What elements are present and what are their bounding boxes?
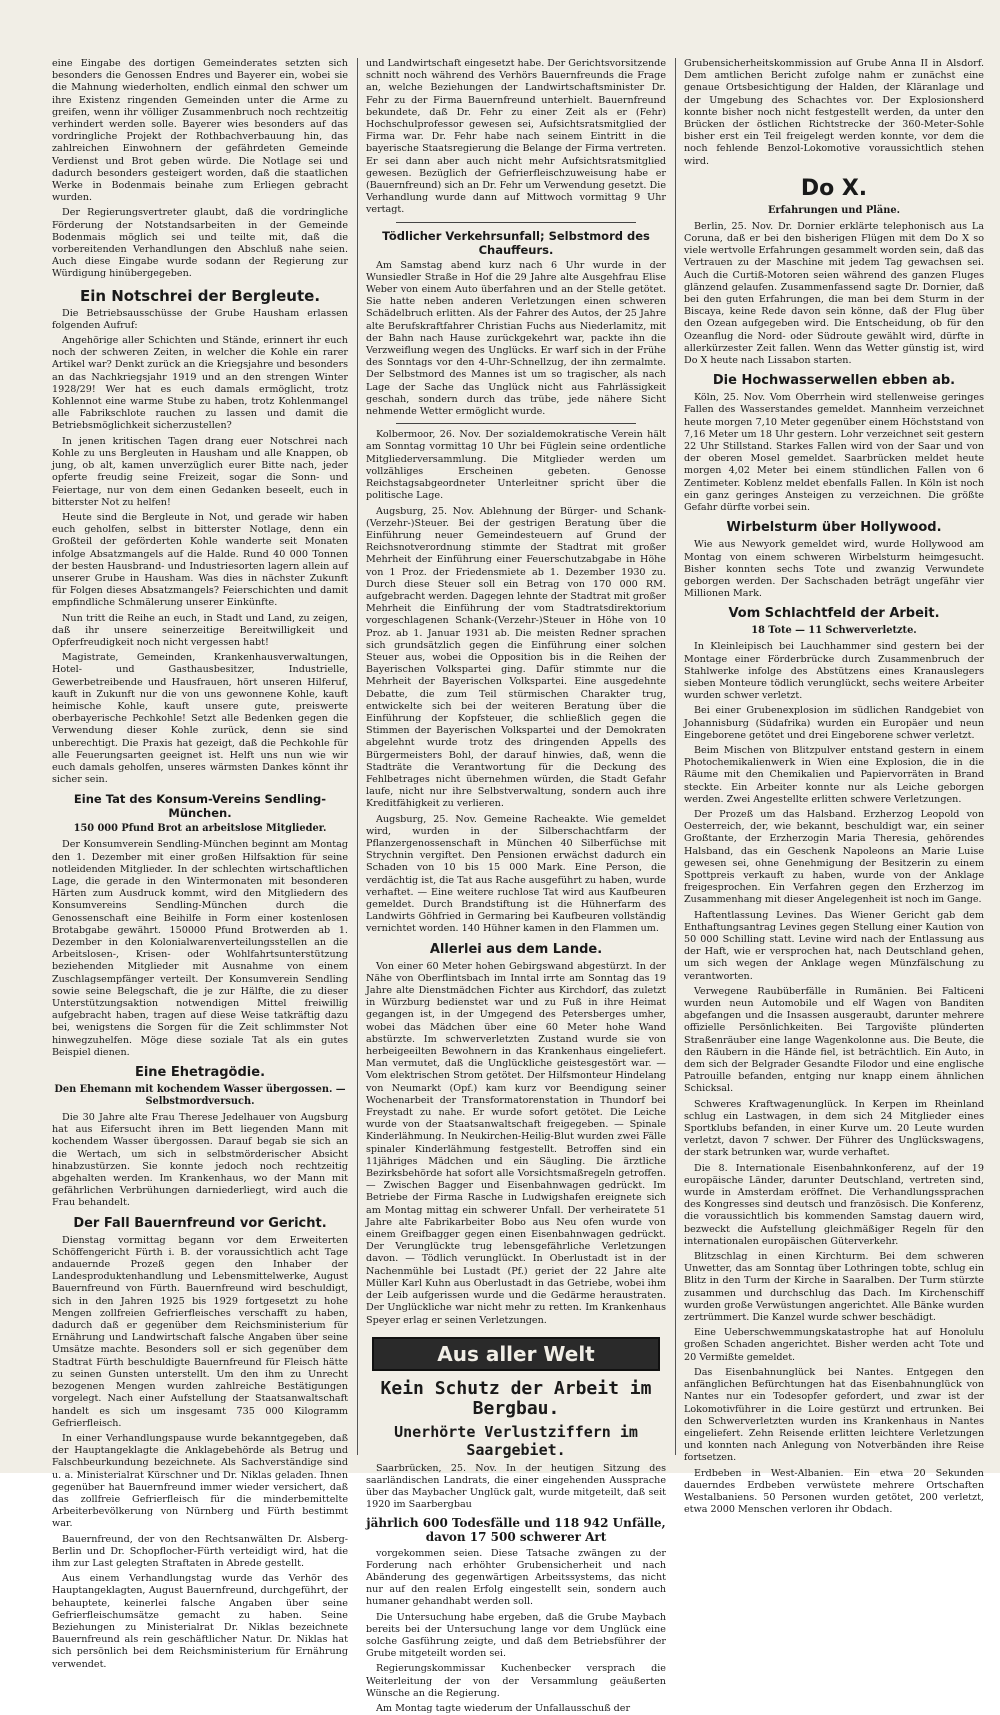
article-paragraph: Haftentlassung Levines. Das Wiener Gericht gab dem Enthaftungsantrag Levines gegen Stellung einer Kaution von 50 000 Schilling statt. Levine wird nach der Entlassung aus der Haft, wie er versprochen hat, nach Deutschland gehen, um sich wegen der Anklage wegen Münzfälschung zu verantworten.	[684, 909, 984, 982]
article-paragraph: Nun tritt die Reihe an euch, in Stadt und Land, zu zeigen, daß ihr unsere seinerzeitige Bereitwilligkeit und Opferfreudigkeit noch nicht vergessen habt!	[52, 612, 348, 648]
subheadline-ehetragoedie: Den Ehemann mit kochendem Wasser übergossen. — Selbstmordversuch.	[54, 1084, 346, 1108]
article-paragraph: Der Prozeß um das Halsband. Erzherzog Leopold von Oesterreich, der, wie bekannt, beschuldigt war, ein seiner Großtante, der Erzherzogin Maria Theresia, gehörendes Halsband, das ein Geschenk Napoleons an Marie Luise gewesen sei, ohne Genehmigung der Besitzerin zu einem Spottpreis verkauft zu haben, wurde von der Anklage freigesprochen. Ein Verfahren gegen den Erzherzog im Zusammenhang mit dieser Angelegenheit ist noch im Gange.	[684, 808, 984, 906]
divider	[396, 423, 636, 424]
subheadline-schlachtfeld: 18 Tote — 11 Schwerverletzte.	[751, 625, 917, 637]
article-paragraph: Grubensicherheitskommission auf Grube Anna II in Alsdorf. Dem amtlichen Bericht zufolge nahm er zunächst eine genaue Ortsbesichtigung der Halden, der Kläranlage und der Umgebung des Schachtes vor. Der Explosionsherd konnte bisher noch nicht festgestellt werden, da unter den Brücken der östlichen Richtstrecke der 360-Meter-Sohle bisher erst ein Teil freigelegt werden konnte, vor dem die noch fehlende Benzol-Lokomotive voraussichtlich stehen wird.	[684, 58, 984, 167]
article-paragraph: Kolbermoor, 26. Nov. Der sozialdemokratische Verein hält am Sonntag vormittag 10 Uhr bei Füglein seine ordentliche Mitgliederversammlung. Die Mitglieder werden um vollzähliges Erscheinen gebeten. Genosse Reichstagsabgeordneter Unterleitner spricht über die politische Lage.	[366, 429, 666, 502]
article-paragraph: Wie aus Newyork gemeldet wird, wurde Hollywood am Montag von einem schweren Wirbelsturm heimgesucht. Bisher konnten sechs Tote und zwanzig Verwundete geborgen werden. Der Sachschaden beträgt ungefähr vier Millionen Mark.	[684, 539, 984, 600]
article-paragraph: Magistrate, Gemeinden, Krankenhausverwaltungen, Hotel- und Gasthausbesitzer, Industrielle, Gewerbetreibende und Hausfrauen, hört unseren Hilferuf, kauft in Zukunft nur die von uns gewonnene Kohle, kauft heimische Kohle, kauft unsere gute, preiswerte oberbayerische Pechkohle! Setzt alle Bedenken gegen die Verwendung dieser Kohle zurück, denn sie sind unberechtigt. Die Praxis hat gezeigt, daß die Pechkohle für alle Feuerungsarten geeignet ist. Helft uns nun wie wir euch damals geholfen, unseres wärmsten Dankes könnt ihr sicher sein.	[52, 652, 348, 786]
headline-dox: Do X.	[800, 175, 868, 201]
headline-schlachtfeld: Vom Schlachtfeld der Arbeit.	[728, 606, 940, 622]
subheadline-konsum: 150 000 Pfund Brot an arbeitslose Mitglieder.	[73, 823, 327, 835]
article-paragraph: Die Untersuchung habe ergeben, daß die Grube Maybach bereits bei der Untersuchung lange vor dem Unglück eine solche Gasführung zeigte, und daß dem Betriebsführer der Grube mitgeteilt worden sei.	[366, 1611, 666, 1660]
article-paragraph: Regierungskommissar Kuchenbecker versprach die Weiterleitung der von der Versammlung geäußerten Wünsche an die Regierung.	[366, 1663, 666, 1699]
headline-verkehrsunfall: Tödlicher Verkehrsunfall; Selbstmord des Chauffeurs.	[382, 228, 650, 257]
article-paragraph: Am Samstag abend kurz nach 6 Uhr wurde in der Wunsiedler Straße in Hof die 29 Jahre alte Ausgehfrau Elise Weber von einem Auto überfahren und an der Stelle getötet. Sie hatte neben anderen Verletzungen einen schweren Schädelbruch erlitten. Als der Fahrer des Autos, der 25 Jahre alte Berufskraftfahrer Christian Fuchs aus Niederlamitz, mit der Bahn nach Hause zurückgekehrt war, packte ihn die Verzweiflung wegen des Unglücks. Er warf sich in der Frühe des Sonntags vor den 4-Uhr-Schnellzug, der ihn zermalmte. Der Selbstmord des Mannes ist um so tragischer, als nach Lage der Sache das Unglück nicht aus Fahrlässigkeit geschah, sondern durch das trübe, jede nähere Sicht nehmende Wetter ermöglicht wurde.	[366, 259, 666, 418]
headline-bergbau: Kein Schutz der Arbeit im Bergbau.	[380, 1377, 652, 1419]
article-paragraph: Die 30 Jahre alte Frau Therese Jedelhauer von Augsburg hat aus Eifersucht ihren im Bett liegenden Mann mit kochendem Wasser übergossen. Darauf begab sie sich an die Wertach, um sich in selbstmörderischer Absicht hinabzustürzen. Sie konnte jedoch noch rechtzeitig abgehalten werden. Im Krankenhaus, wo der Mann mit gefährlichen Verbrühungen darniederliegt, wird auch die Frau behandelt.	[52, 1112, 348, 1209]
column-rule	[357, 58, 358, 1455]
article-paragraph: Berlin, 25. Nov. Dr. Dornier erklärte telephonisch aus La Coruna, daß er bei den bisherigen Flügen mit dem Do X so viele wertvolle Erfahrungen gesammelt worden sein, daß das Vertrauen zu der Maschine mit jedem Tag gewachsen sei. Auch die Curtiß-Motoren seien während des ganzen Fluges glänzend gelaufen. Zusammenfassend sagte Dr. Dornier, daß bei den guten Erfahrungen, die man bei dem Sturm in der Biscaya, keine Rede davon sein könne, daß der Flug über den Ozean aufgegeben wird. Die Entscheidung, ob für den Ozeanflug die Nord- oder Südroute gewählt wird, dürfte in allerkürzester Zeit fallen. Wenn das Wetter günstig ist, wird Do X heute nach Lissabon starten.	[684, 220, 984, 367]
column-rule	[675, 58, 676, 1455]
headline-hochwasser: Die Hochwasserwellen ebben ab.	[712, 373, 956, 389]
article-paragraph: Eine Ueberschwemmungskatastrophe hat auf Honolulu großen Schaden angerichtet. Bisher werden acht Tote und 20 Vermißte gemeldet.	[684, 1327, 984, 1363]
article-paragraph: In einer Verhandlungspause wurde bekanntgegeben, daß der Hauptangeklagte die Anklagebehörde als Betrug und Falschbeurkundung bezeichnete. Als Sachverständige sind u. a. Ministerialrat Kürschner und Dr. Niklas geladen. Ihnen gegenüber hat Bauernfreund immer wieder versichert, daß das zollfreie Gefrierfleisch für die minderbemittelte Arbeiterbevölkerung von Nürnberg und Fürth bestimmt war.	[52, 1432, 348, 1530]
article-paragraph: Augsburg, 25. Nov. Gemeine Racheakte. Wie gemeldet wird, wurden in der Silberschachtfarm der Pflanzergenossenschaft in München 40 Silberfüchse mit Strychnin vergiftet. Den Pensionen erwächst dadurch ein Schaden von 10 bis 15 000 Mark. Eine Person, die verdächtig ist, die Tat aus Rache ausgeführt zu haben, wurde verhaftet. — Eine weitere ruchlose Tat wird aus Kaufbeuren gemeldet. Durch Brandstiftung ist die Hühnerfarm des Landwirts Göhfried in Germaring bei Kaufbeuren vollständig vernichtet worden. 140 Hühner kamen in den Flammen um.	[366, 813, 666, 935]
headline-notschrei: Ein Notschrei der Bergleute.	[79, 286, 321, 305]
headline-saargebiet: Unerhörte Verlustziffern im Saargebiet.	[394, 1422, 638, 1459]
article-paragraph: Die Betriebsausschüsse der Grube Hausham erlassen folgenden Aufruf:	[52, 307, 348, 331]
article-paragraph: In jenen kritischen Tagen drang euer Notschrei nach Kohle zu uns Bergleuten in Hausham und alle Knappen, ob jung, ob alt, kamen unverzüglich eurer Bitte nach, jeder opferte freudig seine Freizeit, sogar die Sonn- und Feiertage, nur von dem einen Gedanken beseelt, euch in bitterster Not zu helfen!	[52, 435, 348, 508]
article-paragraph: Augsburg, 25. Nov. Ablehnung der Bürger- und Schank-(Verzehr-)Steuer. Bei der gestrigen Beratung über die Einführung neuer Gemeindesteuern auf Grund der Reichsnotverordnung stimmte der Stadtrat mit großer Mehrheit der Einführung einer Feuerschutzabgabe in Höhe von 1 Proz. der Friedensmiete ab 1. Dezember 1930 zu. Durch diese Steuer soll ein Betrag von 170 000 RM. aufgebracht werden. Dagegen lehnte der Stadtrat mit großer Mehrheit die Einführung der vom Stadtratsdirektorium vorgeschlagenen Schank-(Verzehr-)Steuer in Höhe von 10 Proz. ab 1. Januar 1931 ab. Die meisten Redner sprachen sich grundsätzlich gegen die Einführung einer solchen Steuer aus, wobei die Opposition bis in die Reihen der Bayerischen Volkspartei ging. Dafür stimmte nur die Mehrheit der Bayerischen Volkspartei. Eine ausgedehnte Debatte, die zum Teil stürmischen Charakter trug, entwickelte sich bei der weiteren Beratung über die Einführung der Kopfsteuer, die schließlich gegen die Stimmen der Bayerischen Volkspartei und der Demokraten abgelehnt wurde trotz des dringenden Appells des Bürgermeisters Bohl, der darauf hinwies, daß, wenn die Stadträte die Verantwortung für die Deckung des Fehlbetrages nicht übernehmen würden, die Stadt Gefahr laufe, nicht nur ihre Selbstverwaltung, sondern auch ihre Kreditfähigkeit zu verlieren.	[366, 505, 666, 810]
headline-ehetragoedie: Eine Ehetragödie.	[134, 1065, 266, 1081]
article-paragraph: Am Montag tagte wiederum der Unfallausschuß der	[376, 1702, 631, 1714]
article-paragraph: Blitzschlag in einen Kirchturm. Bei dem schweren Unwetter, das am Sonntag über Lothringen tobte, schlug ein Blitz in den Turm der Kirche in Saaralben. Der Turm stürzte zusammen und durchschlug das Dach. Im Kirchenschiff wurden große Verwüstungen angerichtet. Alle Bänke wurden zertrümmert. Die Kanzel wurde schwer beschädigt.	[684, 1251, 984, 1324]
article-paragraph: Das Eisenbahnunglück bei Nantes. Entgegen den anfänglichen Befürchtungen hat das Eisenbahnunglück von Nantes nur ein Todesopfer gefordert, und zwar ist der Lokomotivführer in die Loire gestürzt und ertrunken. Bei den Schwerverletzten wurden ins Krankenhaus in Nantes eingeliefert. Zehn Reisende erlitten leichtere Verletzungen und konnten nach Anlegung von Notverbänden ihre Reise fortsetzen.	[684, 1366, 984, 1464]
headline-lande: Allerlei aus dem Lande.	[429, 941, 603, 957]
article-paragraph: Angehörige aller Schichten und Stände, erinnert ihr euch noch der schweren Zeiten, in welcher die Kohle ein rarer Artikel war? Denkt zurück an die Kriegsjahre und besonders an das Nachkriegsjahr 1919 und an den strengen Winter 1928/29! Wer hat es euch damals ermöglicht, trotz Kohlennot eine warme Stube zu haben, trotz Kohlenmangel alle Fabrikschlote rauchen zu lassen und damit die Betriebsmöglichkeit sicherzustellen?	[52, 335, 348, 432]
article-paragraph: Dienstag vormittag begann vor dem Erweiterten Schöffengericht Fürth i. B. der voraussichtlich acht Tage andauernde Prozeß gegen den Inhaber der Landesproduktenhandlung und Lebensmittelwerke, August Bauernfreund von Fürth. Bauernfreund wird beschuldigt, sich in den Jahren 1925 bis 1929 fortgesetzt zu hohe Mengen zollfreien Gefrierfleisches verschafft zu haben, dadurch daß er gegenüber dem Reichsministerium für Ernährung und Landwirtschaft falsche Angaben über seine Umsätze machte. Besonders soll er sich gegenüber dem Stadtrat Fürth beschuldigte Bauernfreund für Fleisch hätte zu seinen Gunsten unterstellt. Um den ihm zu Unrecht bezogenen Mengen wurden zahlreiche Bestätigungen vorgelegt. Nach einer Aufstellung der Staatsanwaltschaft handelt es sich um insgesamt 735 000 Kilogramm Gefrierfleisch.	[52, 1234, 348, 1429]
divider	[396, 222, 636, 223]
headline-hollywood: Wirbelsturm über Hollywood.	[726, 520, 942, 536]
article-paragraph: Saarbrücken, 25. Nov. In der heutigen Sitzung des saarländischen Landrats, die einer eingehenden Aussprache über das Maybacher Unglück galt, wurde mitgeteilt, daß seit 1920 im Saarbergbau	[366, 1462, 666, 1511]
article-paragraph: Heute sind die Bergleute in Not, und gerade wir haben euch geholfen, selbst in bitterster Notlage, denn ein Großteil der geförderten Kohle wanderte seit Monaten infolge Absatzmangels auf die Halde. Rund 40 000 Tonnen der besten Hausbrand- und Industriesorten lagern allein auf unserer Grube in Hausham. Was dies in nächster Zukunft für Folgen dieses Absatzmangels? Feierschichten und damit empfindliche Schmälerung unserer Einkünfte.	[52, 511, 348, 609]
article-paragraph: eine Eingabe des dortigen Gemeinderates setzten sich besonders die Genossen Endres und Bayerer ein, wobei sie die Mahnung wiederholten, endlich einmal den schwer um ihre Existenz ringenden Gemeinden unter die Arme zu greifen, wenn ihr völliger Zusammenbruch noch rechtzeitig verhindert werden solle. Bayerer wies besonders auf das vordringliche Projekt der Rothbachverbauung hin, das zahlreichen Einwohnern der gefährdeten Gemeinde Verdienst und Brot geben würde. Die Notlage sei und dadurch besonders gesteigert worden, daß die staatlichen Werke in Bodenmais beinahe zum Erliegen gebracht wurden.	[52, 58, 348, 204]
column-2	[366, 58, 666, 1714]
subheadline-dox: Erfahrungen und Pläne.	[767, 204, 901, 216]
article-paragraph: Der Regierungsvertreter glaubt, daß die vordringliche Förderung der Notstandsarbeiten in der Gemeinde Bodenmais möglich sei und teilte mit, daß die vorbereitenden Verhandlungen den Abschluß nahe seien. Auch diese Eingabe wurde sodann der Regierung zur Würdigung hinübergegeben.	[52, 207, 348, 280]
article-paragraph: Von einer 60 Meter hohen Gebirgswand abgestürzt. In der Nähe von Oberflintsbach im Inntal irrte am Sonntag das 19 Jahre alte Dienstmädchen Fichter aus Kirchdorf, das zuletzt in Würzburg bedienstet war und zu Fuß in ihre Heimat gegangen ist, in der Umgegend des Petersberges umher, wobei das Mädchen über eine 60 Meter hohe Wand abstürzte. Im schwerverletzten Zustand wurde sie von herbeigeeilten Bewohnern in das Krankenhaus eingeliefert. Man vermutet, daß die Unglückliche geistesgestört war. — Vom elektrischen Strom getötet. Der Hilfsmonteur Hindelang von Neumarkt (Opf.) kam kurz vor Beendigung seiner Wochenarbeit der Transformatorenstation in Thundorf bei Freystadt zu nahe. Er wurde sofort getötet. Die Leiche wurde von der Staatsanwaltschaft freigegeben. — Spinale Kinderlähmung. In Neukirchen-Heilig-Blut wurden zwei Fälle spinaler Kinderlähmung festgestellt. Betroffen sind ein 11jähriges Mädchen und ein Säugling. Die ärztliche Bezirksbehörde hat sofort alle Vorsichtsmaßregeln getroffen. — Zwischen Bagger und Eisenbahnwagen gedrückt. Im Betriebe der Firma Rasche in Ludwigshafen ereignete sich am Montag mittag ein schwerer Unfall. Der verheiratete 51 Jahre alte Fabrikarbeiter Bobo aus Neu ofen wurde von einem Greifbagger gegen einen Eisenbahnwagen gedrückt. Der Verunglückte trug lebensgefährliche Verletzungen davon. — Tödlich verunglückt. In Oberlustadt ist in der Nachenmühle bei Lustadt (Pf.) geriet der 22 Jahre alte Müller Karl Kuhn aus Oberlustadt in das Getriebe, wobei ihm der Leib aufgerissen wurde und die Gedärme heraustraten. Der Unglückliche war nicht mehr zu retten. Im Krankenhaus Speyer erlag er seinen Verletzungen.	[366, 960, 666, 1326]
section-banner-aus-aller-welt: Aus aller Welt	[372, 1337, 660, 1371]
article-paragraph: Beim Mischen von Blitzpulver entstand gestern in einem Photochemikalienwerk in Wien eine Explosion, die in die Räume mit den Chemikalien und Papiervorräten in Brand steckte. Ein Arbeiter konnte nur als Leiche geborgen werden. Zwei Angestellte erlitten schwere Verletzungen.	[684, 744, 984, 805]
article-paragraph: Aus einem Verhandlungstag wurde das Verhör des Hauptangeklagten, August Bauernfreund, durchgeführt, der behauptete, keinerlei falsche Angaben über seine Gefrierfleischumsätze gemacht zu haben. Seine Beziehungen zu Ministerialrat Dr. Niklas bezeichnete Bauernfreund als rein geschäftlicher Natur. Dr. Niklas hat sich persönlich bei dem Reichsministerium für Ernährung verwendet.	[52, 1573, 348, 1670]
column-1	[52, 58, 348, 1670]
column-3	[684, 58, 984, 1516]
article-paragraph: Köln, 25. Nov. Vom Oberrhein wird stellenweise geringes Fallen des Wasserstandes gemeldet. Mannheim verzeichnet heute morgen 7,10 Meter gegenüber einem Höchststand von 7,16 Meter um 18 Uhr gestern. Lohr verzeichnet seit gestern 22 Uhr Stillstand. Starkes Fallen wird von der Saar und von der oberen Mosel gemeldet. Saarbrücken meldet heute morgen 4,02 Meter bei einem stündlichen Fallen von 6 Zentimeter. Koblenz meldet ebenfalls Fallen. In Köln ist noch ein ganz geringes Ansteigen zu verzeichnen. Die größte Gefahr dürfte vorbei sein.	[684, 392, 984, 514]
article-paragraph: Bei einer Grubenexplosion im südlichen Randgebiet von Johannisburg (Südafrika) wurden ein Europäer und neun Eingeborene getötet und drei Eingeborene schwer verletzt.	[684, 705, 984, 741]
headline-konsum: Eine Tat des Konsum-Vereins Sendling-München.	[73, 792, 327, 821]
subheadline-todesfaelle: jährlich 600 Todesfälle und 118 942 Unfälle, davon 17 500 schwerer Art	[366, 1515, 666, 1544]
article-paragraph: Die 8. Internationale Eisenbahnkonferenz, auf der 19 europäische Länder, darunter Deutschland, vertreten sind, wurde in Amsterdam eröffnet. Die Verhandlungssprachen des Kongresses sind deutsch und französisch. Die Konferenz, die voraussichtlich bis kommenden Samstag dauern wird, bezweckt die Aufstellung gleichmäßiger Regeln für den internationalen europäischen Güterverkehr.	[684, 1162, 984, 1247]
article-paragraph: In Kleinleipisch bei Lauchhammer sind gestern bei der Montage einer Förderbrücke durch Zusammenbruch der Stahlwerke infolge des Abstützens eines Kranauslegers sieben Monteure tödlich verunglückt, sechs weitere Arbeiter wurden schwer verletzt.	[684, 641, 984, 702]
article-paragraph: vorgekommen seien. Diese Tatsache zwängen zu der Forderung nach erhöhter Grubensicherheit und nach Abänderung des gegenwärtigen Arbeitssystems, das nicht nur auf den realen Erfolg eingestellt sein, sondern auch humaner gehandhabt werden soll.	[366, 1547, 666, 1608]
article-paragraph: Verwegene Raubüberfälle in Rumänien. Bei Falticeni wurden neun Automobile und elf Wagen von Banditen abgefangen und die Insassen ausgeraubt, darunter mehrere offizielle Persönlichkeiten. Bei Targovište plünderten Straßenräuber eine lange Wagenkolonne aus. Die Beute, die den Räubern in die Hände fiel, ist beträchtlich. Ein Auto, in dem sich der Belgrader Gesandte Filodor und eine englische Patrouille befanden, entging nur knapp einem ähnlichen Schicksal.	[684, 985, 984, 1095]
article-paragraph: Schweres Kraftwagenunglück. In Kerpen im Rheinland schlug ein Lastwagen, in dem sich 24 Mitglieder eines Sportklubs befanden, in einer Kurve um. 20 Leute wurden verletzt, davon 7 schwer. Der Führer des Unglückswagens, der stark betrunken war, wurde verhaftet.	[684, 1098, 984, 1159]
article-paragraph: Der Konsumverein Sendling-München beginnt am Montag den 1. Dezember mit einer großen Hilfsaktion für seine notleidenden Mitglieder. In der schlechten wirtschaftlichen Lage, die gerade in den Wintermonaten mit besonderen Härten zum Ausdruck kommt, wird den Mitgliedern des Konsumvereins Sendling-München durch die Genossenschaft eine Beihilfe in Form einer kostenlosen Brotabgabe gewährt. 150000 Pfund Brotwerden ab 1. Dezember in den Kolonialwarenverteilungsstellen an die Arbeitslosen-, Krisen- oder Wohlfahrtsunterstützung beziehenden Mitglieder mit Ausnahme von einem Zuschlagsempfänger verteilt. Der Konsumverein Sendling sowie seine Belegschaft, die je zur Hälfte, die zu dieser Unterstützungsaktion notwendigen Mittel freiwillig aufgebracht haben, tragen auf diese Weise tatkräftig dazu bei, wenigstens die Sorgen für die Zeit schlimmster Not hinwegzuhelfen. Möge diese soziale Tat als ein gutes Beispiel dienen.	[52, 839, 348, 1058]
article-paragraph: Bauernfreund, der von den Rechtsanwälten Dr. Alsberg-Berlin und Dr. Schopflocher-Fürth verteidigt wird, hat die ihm zur Last gelegten Straftaten in Abrede gestellt.	[52, 1533, 348, 1569]
article-paragraph: und Landwirtschaft eingesetzt habe. Der Gerichtsvorsitzende schnitt noch während des Verhörs Bauernfreunds die Frage an, welche Beziehungen der Landwirtschaftsminister Dr. Fehr zu der Firma Bauernfreund unterhielt. Bauernfreund bekundete, daß Dr. Fehr zu einer Zeit als er (Fehr) Hochschulprofessor gewesen sei, Aufsichtsratsmitglied der Firma war. Dr. Fehr habe nach seinem Eintritt in die bayerische Staatsregierung die Belange der Firma vertreten. Er sei dann aber auch nicht mehr Aufsichtsratsmitglied gewesen. Bezüglich der Gefrierfleischzuweisung habe er (Bauernfreund) sich an Dr. Fehr um Verwendung gesetzt. Die Verhandlung wurde dann auf Mittwoch vormittag 9 Uhr vertagt.	[366, 58, 666, 216]
headline-bauernfreund: Der Fall Bauernfreund vor Gericht.	[73, 1215, 327, 1231]
article-paragraph: Erdbeben in West-Albanien. Ein etwa 20 Sekunden dauerndes Erdbeben verwüstete mehrere Ortschaften Westalbaniens. 50 Personen wurden getötet, 200 verletzt, etwa 2000 Menschen verloren ihr Obdach.	[684, 1467, 984, 1516]
